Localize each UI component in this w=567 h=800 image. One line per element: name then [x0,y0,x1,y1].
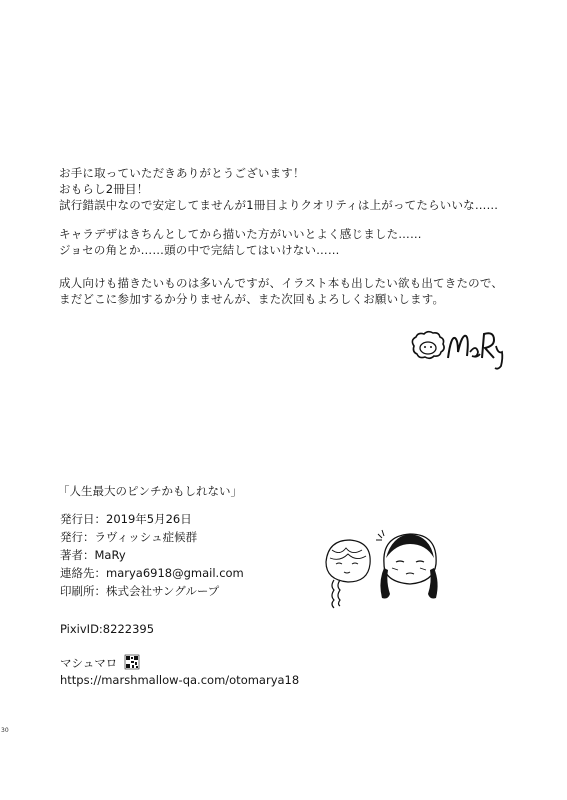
qr-code-icon [125,655,139,669]
pixiv-id: PixivID:8222395 [60,622,155,636]
page-number: 30 [1,727,9,734]
colophon-issue-date: 発行日：2019年5月26日 [60,512,192,526]
colophon-author: 著者：MaRy [60,548,126,562]
sheep-icon [408,330,448,362]
afterword-line-2: おもらし2冊目！ [59,182,149,196]
character-doodle-right [376,528,442,604]
afterword-line-4: キャラデザはきちんとしてから描いた方がいいとよく感じました…… [59,227,422,241]
afterword-line-1: お手に取っていただきありがとうございます！ [59,166,305,180]
marshmallow-label: マシュマロ [60,656,118,670]
character-doodle-left [322,536,374,608]
colophon-contact: 連絡先：marya6918@gmail.com [60,566,244,580]
book-title: 「人生最大のピンチかもしれない」 [58,484,242,498]
colophon-publisher: 発行：ラヴィッシュ症候群 [60,530,198,544]
afterword-line-6: 成人向けも描きたいものは多いんですが、イラスト本も出したい欲も出てきたので、 [59,276,504,290]
colophon-printer: 印刷所：株式会社サングループ [60,584,220,598]
signature [446,328,506,372]
afterword-line-7: まだどこに参加するか分りませんが、また次回もよろしくお願いします。 [59,292,445,306]
afterword-line-5: ジョセの角とか……頭の中で完結してはいけない…… [59,243,340,257]
afterword-line-3: 試行錯誤中なので安定してませんが1冊目よりクオリティは上がってたらいいな…… [59,198,499,212]
marshmallow-url[interactable]: https://marshmallow-qa.com/otomarya18 [60,673,300,687]
